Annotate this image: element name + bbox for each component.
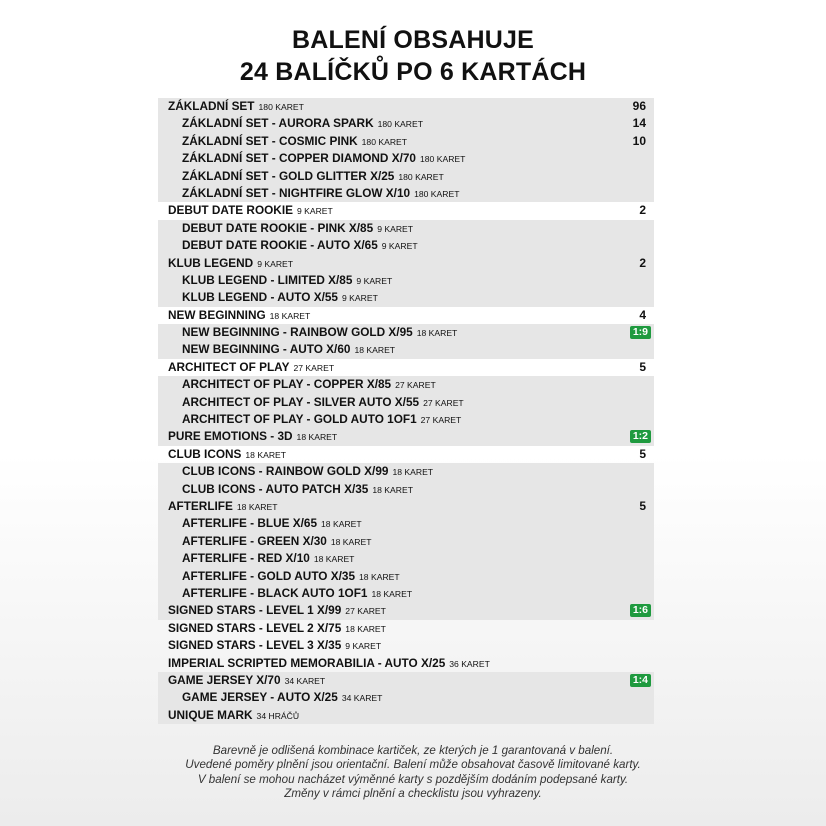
row-name (182, 515, 362, 533)
row-name (182, 376, 436, 394)
row-card-count: 18 KARET (416, 328, 458, 339)
row-quantity: 4 (639, 307, 646, 322)
table-row (158, 255, 654, 272)
table-row (158, 515, 654, 532)
table-row (158, 550, 654, 567)
footer-line: V balení se mohou nacházet výměnné karty s pozdějším dodáním podepsané karty. (197, 772, 629, 786)
row-name (182, 168, 444, 186)
row-title: PURE EMOTIONS - 3D (168, 429, 293, 444)
row-name (168, 655, 490, 673)
row-title: SIGNED STARS - LEVEL 1 X/99 (168, 603, 342, 618)
row-name (168, 359, 334, 377)
table-row (158, 602, 654, 619)
row-title: CLUB ICONS - RAINBOW GOLD X/99 (182, 464, 389, 479)
row-title: NEW BEGINNING (168, 307, 266, 322)
row-title: AFTERLIFE - GOLD AUTO X/35 (182, 568, 356, 583)
row-name (182, 289, 378, 307)
table-row (158, 307, 654, 324)
table-row (158, 168, 654, 185)
row-name (182, 237, 418, 255)
row-title: ARCHITECT OF PLAY (168, 359, 290, 374)
table-row (158, 620, 654, 637)
row-card-count: 180 KARET (420, 154, 466, 165)
row-card-count: 9 KARET (296, 206, 333, 217)
table-row (158, 446, 654, 463)
footer-line: Uvedené poměry plnění jsou orientační. Balení může obsahovat časově limitované karty. (185, 758, 641, 772)
footer-line: Změny v rámci plnění a checklistu jsou vyhrazeny. (284, 787, 542, 801)
row-title: ZÁKLADNÍ SET - GOLD GLITTER X/25 (182, 168, 395, 183)
row-name (182, 324, 457, 342)
row-card-count: 9 KARET (342, 293, 378, 304)
row-title: AFTERLIFE (168, 498, 233, 513)
row-name (182, 185, 459, 203)
row-card-count: 18 KARET (372, 484, 413, 495)
row-name (168, 446, 286, 464)
table-row (158, 341, 654, 358)
table-row (158, 655, 654, 672)
row-name (168, 307, 310, 325)
contents-table (158, 98, 654, 724)
row-name (182, 568, 400, 586)
row-card-count: 18 KARET (371, 588, 413, 599)
row-quantity: 14 (632, 116, 646, 131)
row-card-count: 9 KARET (257, 258, 294, 269)
row-title: NEW BEGINNING - AUTO X/60 (182, 342, 351, 357)
row-card-count: 180 KARET (414, 188, 460, 199)
row-title: NEW BEGINNING - RAINBOW GOLD X/95 (182, 325, 413, 340)
row-name (168, 202, 333, 220)
table-row (158, 220, 654, 237)
row-title: SIGNED STARS - LEVEL 2 X/75 (168, 620, 342, 635)
table-row (158, 272, 654, 289)
row-card-count: 9 KARET (356, 275, 393, 286)
table-row (158, 359, 654, 376)
table-row (158, 98, 654, 115)
row-name (182, 133, 407, 151)
ratio-badge: 1:2 (630, 430, 651, 443)
table-row (158, 133, 654, 150)
row-name (182, 411, 461, 429)
table-row (158, 533, 654, 550)
row-quantity: 2 (639, 203, 646, 218)
row-card-count: 180 KARET (258, 102, 304, 112)
row-title: DEBUT DATE ROOKIE - AUTO X/65 (182, 238, 378, 253)
row-title: ZÁKLADNÍ SET - COSMIC PINK (182, 133, 358, 148)
table-row (158, 672, 654, 689)
row-title: UNIQUE MARK (168, 707, 253, 722)
table-row (158, 498, 654, 515)
row-card-count: 18 KARET (321, 519, 362, 530)
row-name (182, 463, 433, 481)
row-quantity: 5 (639, 359, 646, 374)
row-name (182, 585, 412, 603)
row-card-count: 18 KARET (296, 432, 338, 443)
row-quantity: 96 (632, 99, 646, 113)
row-card-count: 18 KARET (245, 449, 287, 460)
row-card-count: 27 KARET (423, 397, 464, 408)
table-row (158, 481, 654, 498)
row-title: ZÁKLADNÍ SET - NIGHTFIRE GLOW X/10 (182, 185, 411, 200)
row-title: DEBUT DATE ROOKIE (168, 203, 293, 218)
row-name (168, 498, 278, 516)
table-row (158, 463, 654, 480)
row-card-count: 36 KARET (449, 658, 490, 669)
row-card-count: 34 KARET (284, 675, 326, 686)
row-name (182, 394, 464, 412)
row-card-count: 18 KARET (345, 623, 386, 634)
row-card-count: 27 KARET (420, 415, 462, 426)
title-line-2: 24 BALÍČKŮ PO 6 KARTÁCH (239, 58, 587, 86)
row-title: KLUB LEGEND - LIMITED X/85 (182, 272, 353, 287)
row-card-count: 180 KARET (361, 136, 408, 147)
table-row (158, 237, 654, 254)
row-card-count: 27 KARET (345, 606, 386, 617)
row-quantity: 5 (639, 446, 646, 461)
table-row (158, 568, 654, 585)
table-row (158, 324, 654, 341)
row-name (182, 689, 382, 707)
row-name (168, 672, 325, 690)
table-row (158, 394, 654, 411)
table-row (158, 185, 654, 202)
row-card-count: 180 KARET (398, 171, 444, 182)
row-title: ZÁKLADNÍ SET (168, 99, 255, 113)
table-row (158, 637, 654, 654)
ratio-badge: 1:4 (630, 674, 651, 687)
row-quantity: 10 (632, 133, 646, 148)
title-line-1: BALENÍ OBSAHUJE (292, 26, 534, 54)
table-row (158, 376, 654, 393)
row-card-count: 9 KARET (377, 223, 414, 234)
row-title: GAME JERSEY X/70 (168, 672, 281, 687)
table-row (158, 689, 654, 706)
row-title: DEBUT DATE ROOKIE - PINK X/85 (182, 220, 374, 235)
table-row (158, 202, 654, 219)
row-card-count: 27 KARET (395, 380, 436, 391)
page-title (0, 24, 826, 88)
row-title: KLUB LEGEND - AUTO X/55 (182, 290, 338, 305)
row-card-count: 9 KARET (381, 241, 418, 252)
table-row (158, 115, 654, 132)
row-title: CLUB ICONS - AUTO PATCH X/35 (182, 481, 369, 496)
row-title: GAME JERSEY - AUTO X/25 (182, 690, 338, 705)
row-card-count: 18 KARET (313, 554, 355, 565)
row-title: IMPERIAL SCRIPTED MEMORABILIA - AUTO X/25 (168, 655, 446, 670)
row-title: ZÁKLADNÍ SET - COPPER DIAMOND X/70 (182, 151, 416, 166)
row-card-count: 18 KARET (330, 536, 372, 547)
row-card-count: 34 KARET (341, 693, 383, 704)
table-row (158, 289, 654, 306)
table-row (158, 707, 654, 724)
row-name (182, 272, 392, 290)
ratio-badge: 1:6 (630, 604, 651, 617)
footer-notes (0, 744, 826, 802)
row-name (182, 220, 413, 238)
row-name (182, 533, 371, 551)
row-name (182, 150, 465, 168)
row-name (168, 98, 304, 116)
row-title: ARCHITECT OF PLAY - COPPER X/85 (182, 377, 392, 392)
row-name (182, 481, 413, 499)
row-card-count: 34 HRÁČŮ (256, 710, 300, 721)
row-card-count: 18 KARET (236, 501, 278, 512)
row-title: KLUB LEGEND (168, 255, 254, 270)
row-title: SIGNED STARS - LEVEL 3 X/35 (168, 638, 342, 653)
row-name (168, 255, 293, 273)
table-row (158, 411, 654, 428)
row-title: AFTERLIFE - GREEN X/30 (182, 533, 327, 548)
row-card-count: 180 KARET (377, 119, 423, 130)
row-card-count: 9 KARET (345, 641, 382, 652)
row-title: CLUB ICONS (168, 446, 242, 461)
footer-line: Barevně je odlišená kombinace kartiček, ze kterých je 1 garantovaná v balení. (212, 744, 614, 757)
row-name (168, 428, 337, 446)
row-card-count: 18 KARET (269, 310, 311, 321)
row-card-count: 18 KARET (392, 467, 434, 478)
row-quantity: 2 (639, 255, 646, 270)
row-card-count: 18 KARET (359, 571, 400, 582)
ratio-badge: 1:9 (630, 326, 651, 339)
row-name (168, 602, 386, 620)
row-title: AFTERLIFE - BLUE X/65 (182, 516, 318, 531)
row-quantity: 5 (639, 498, 646, 513)
row-name (182, 115, 423, 133)
row-title: ZÁKLADNÍ SET - AURORA SPARK (182, 116, 374, 131)
table-row (158, 428, 654, 445)
table-row (158, 150, 654, 167)
row-title: AFTERLIFE - BLACK AUTO 1OF1 (182, 585, 368, 600)
row-name (168, 707, 299, 725)
row-card-count: 27 KARET (293, 362, 335, 373)
table-row (158, 585, 654, 602)
row-name (182, 341, 395, 359)
row-title: ARCHITECT OF PLAY - GOLD AUTO 1OF1 (182, 412, 417, 427)
row-title: AFTERLIFE - RED X/10 (182, 551, 310, 566)
row-name (168, 620, 386, 638)
row-card-count: 18 KARET (354, 345, 396, 356)
row-name (182, 550, 354, 568)
row-name (168, 637, 381, 655)
row-title: ARCHITECT OF PLAY - SILVER AUTO X/55 (182, 394, 420, 409)
